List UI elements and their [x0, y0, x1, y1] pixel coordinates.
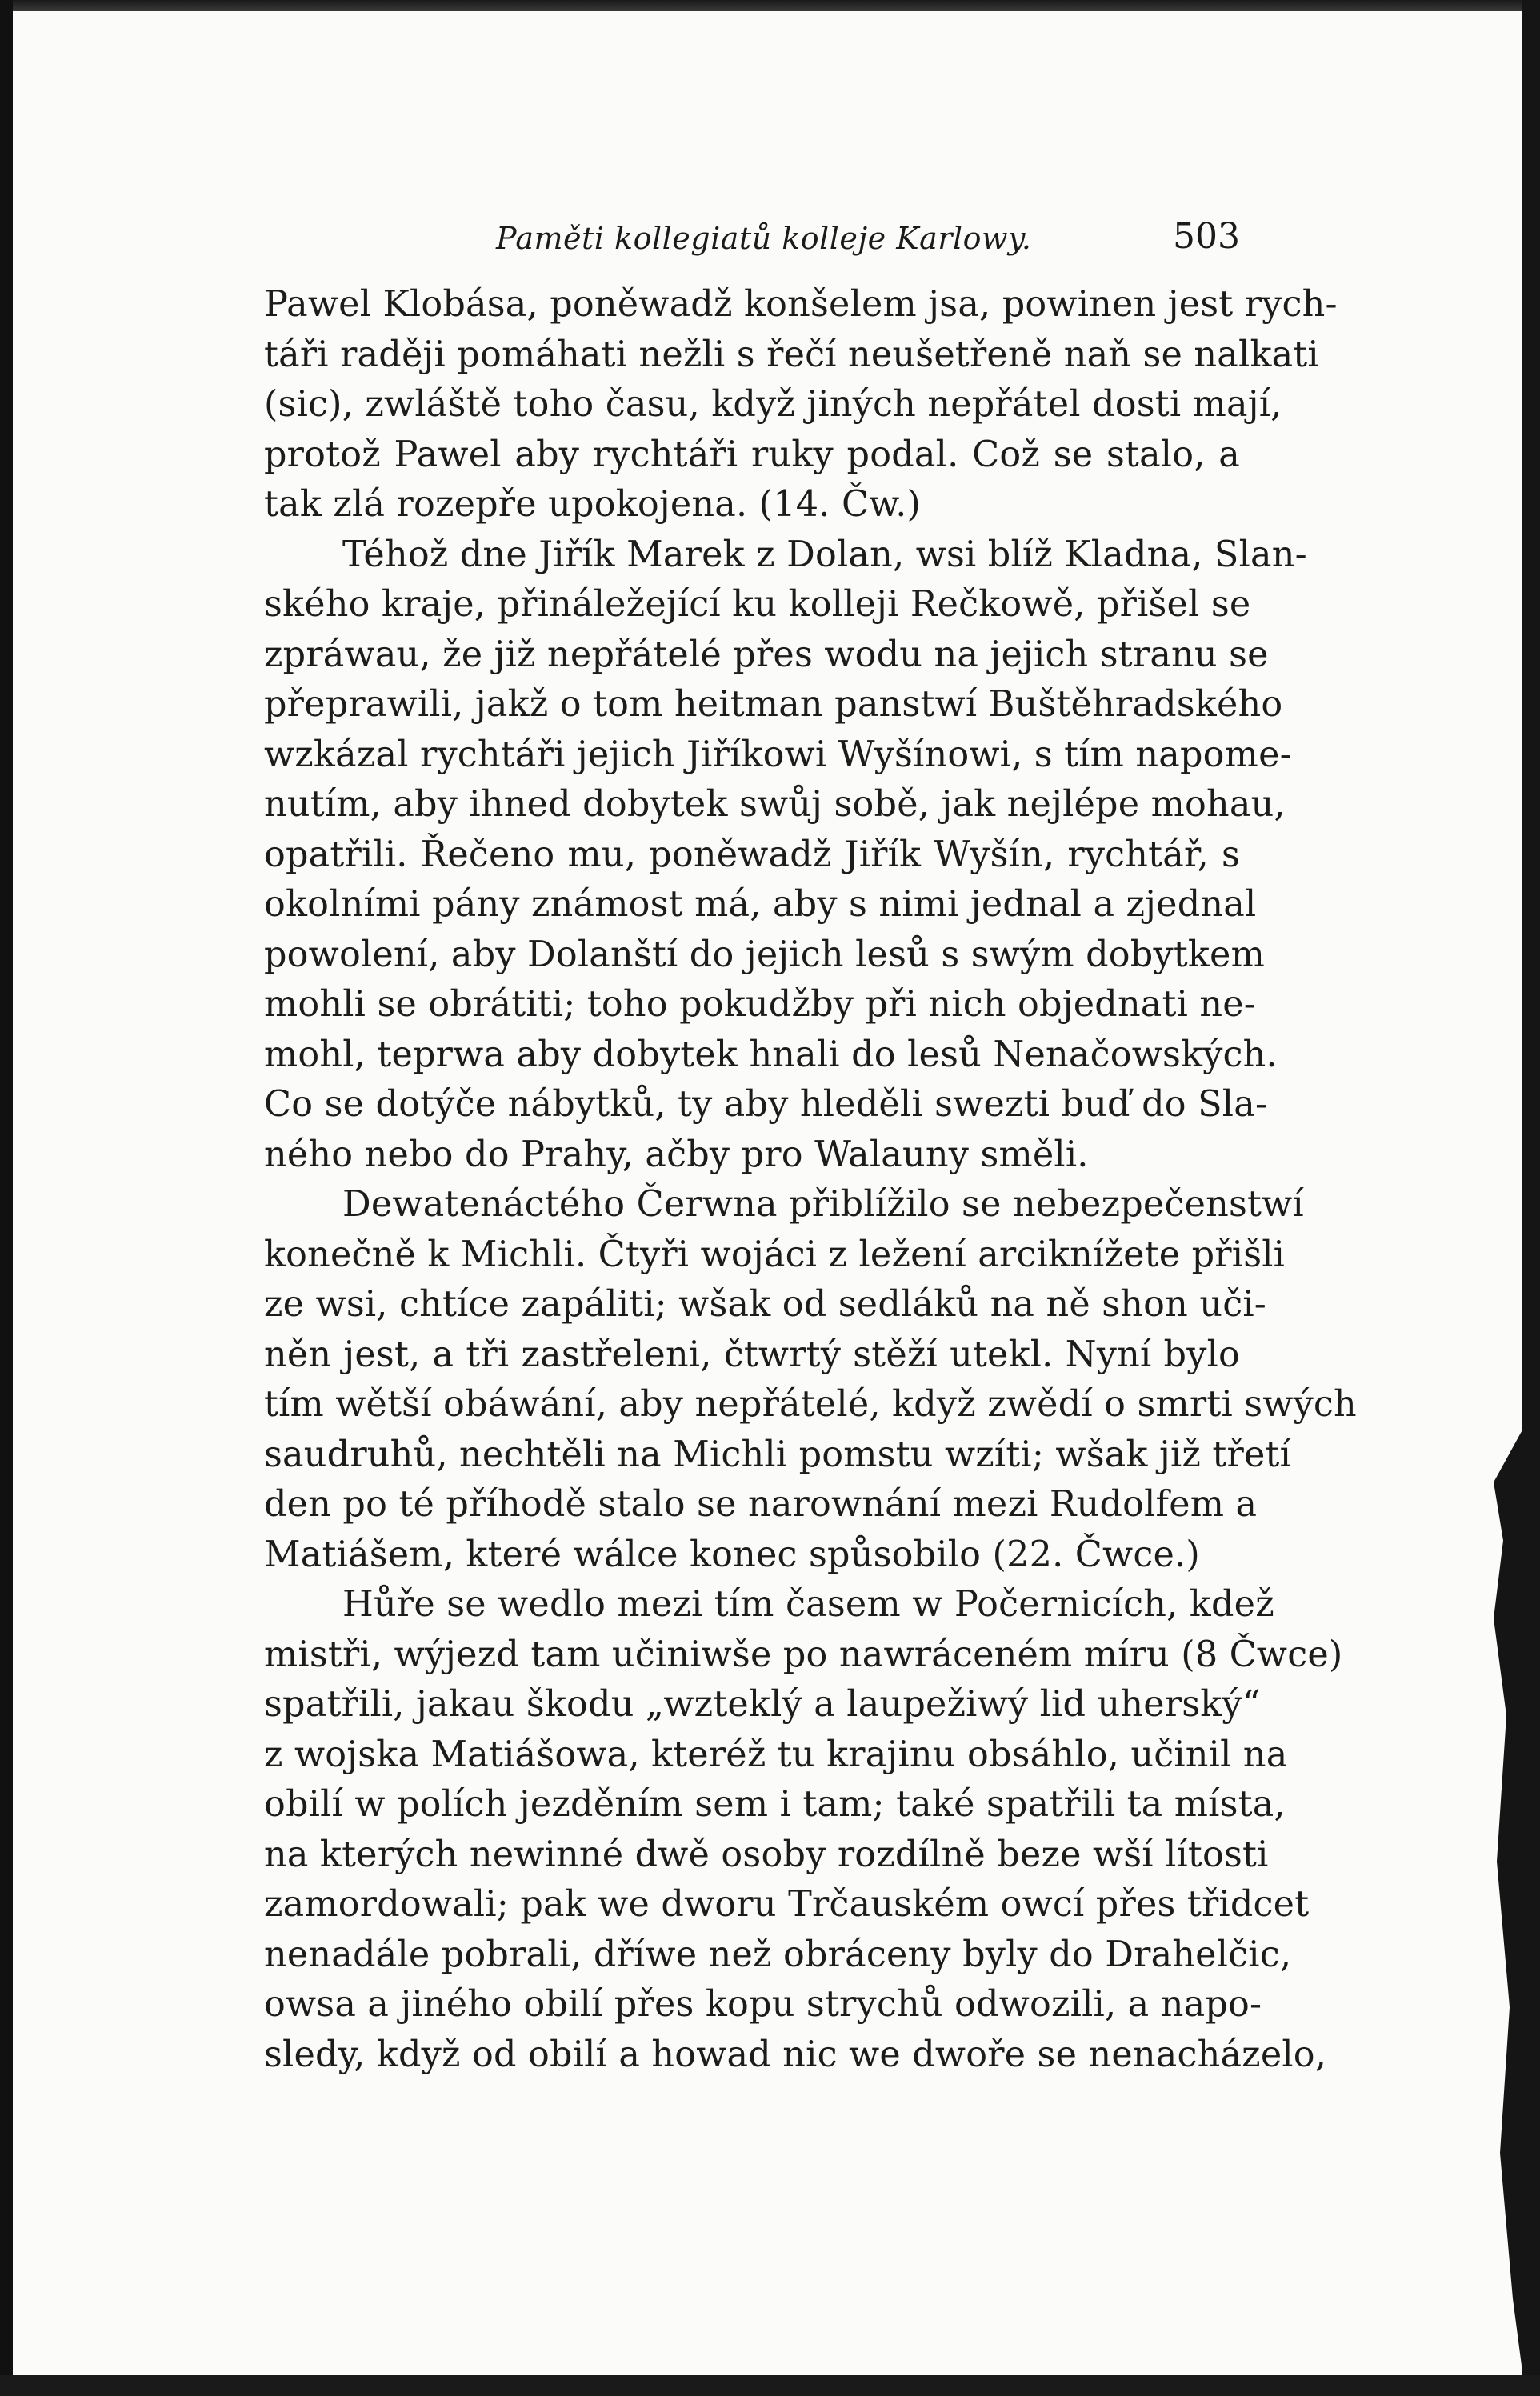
- text-line: táři raději pomáhati nežli s řečí neušetřeně naň se nalkati: [264, 334, 1319, 375]
- scan-edge-torn: [1494, 1424, 1526, 2396]
- text-line: (sic), zwláště toho času, když jiných nepřátel dosti mají,: [264, 384, 1282, 425]
- body-text: [264, 280, 1357, 2080]
- text-line: tak zlá rozepře upokojena. (14. Čw.): [264, 484, 922, 525]
- page-number: 503: [1173, 216, 1240, 257]
- text-line: tím wětší obáwání, aby nepřátelé, když zwědí o smrti swých: [264, 1384, 1357, 1425]
- text-line: zamordowali; pak we dworu Trčauském owcí přes třidcet: [264, 1884, 1310, 1925]
- text-line: opatřili. Řečeno mu, poněwadž Jiřík Wyšín, rychtář, s: [264, 834, 1240, 875]
- text-line: Dewatenáctého Čerwna přiblížilo se nebezpečenstwí: [342, 1184, 1304, 1225]
- text-line: ze wsi, chtíce zapáliti; wšak od sedláků na ně shon uči-: [264, 1284, 1266, 1325]
- text-line: mohli se obrátiti; toho pokudžby při nich objednati ne-: [264, 984, 1257, 1025]
- text-line: Matiášem, které wálce konec spůsobilo (22. Čwce.): [264, 1534, 1200, 1575]
- running-title: Paměti kollegiatů kolleje Karlowy.: [496, 221, 1032, 256]
- running-head: [264, 216, 1240, 264]
- text-line: wzkázal rychtáři jejich Jiříkowi Wyšínowi, s tím napome-: [264, 734, 1292, 775]
- text-line: ského kraje, přináležející ku kolleji Rečkowě, přišel se: [264, 584, 1251, 625]
- text-line: nutím, aby ihned dobytek swůj sobě, jak nejlépe mohau,: [264, 784, 1286, 825]
- text-line: obilí w polích jezděním sem i tam; také spatřili ta místa,: [264, 1784, 1286, 1825]
- scan-edge-left: [0, 0, 13, 2396]
- text-line: spatřili, jakau škodu „wzteklý a laupežiwý lid uherský“: [264, 1684, 1261, 1725]
- text-line: zpráwau, že již nepřátelé přes wodu na jejich stranu se: [264, 634, 1269, 675]
- text-line: sledy, když od obilí a howad nic we dwoře se nenacházelo,: [264, 2034, 1327, 2075]
- text-line: konečně k Michli. Čtyři wojáci z ležení arciknížete přišli: [264, 1234, 1286, 1275]
- text-line: Pawel Klobása, poněwadž konšelem jsa, powinen jest rych-: [264, 284, 1338, 325]
- text-line: přeprawili, jakž o tom heitman panstwí Buštěhradského: [264, 684, 1283, 725]
- text-line: okolními pány známost má, aby s nimi jednal a zjednal: [264, 884, 1257, 925]
- text-line: mistři, wýjezd tam učiniwše po nawráceném míru (8 Čwce): [264, 1634, 1343, 1675]
- text-line: ného nebo do Prahy, ačby pro Walauny směli.: [264, 1134, 1089, 1175]
- text-line: z wojska Matiášowa, kteréž tu krajinu obsáhlo, učinil na: [264, 1734, 1288, 1775]
- text-line: Téhož dne Jiřík Marek z Dolan, wsi blíž Kladna, Slan-: [342, 534, 1307, 575]
- text-line: něn jest, a tři zastřeleni, čtwrtý stěží utekl. Nyní bylo: [264, 1334, 1240, 1375]
- text-line: na kterých newinné dwě osoby rozdílně beze wší lítosti: [264, 1834, 1269, 1875]
- text-line: protož Pawel aby rychtáři ruky podal. Což se stalo, a: [264, 434, 1240, 475]
- text-line: nenadále pobrali, dříwe než obráceny byly do Drahelčic,: [264, 1934, 1292, 1975]
- text-line: Hůře se wedlo mezi tím časem w Počernicích, kdež: [342, 1584, 1274, 1625]
- page-content: [264, 216, 1357, 2080]
- text-line: mohl, teprwa aby dobytek hnali do lesů Nenačowských.: [264, 1034, 1278, 1075]
- scan-edge-top: [0, 0, 1540, 11]
- scan-edge-bottom: [0, 2375, 1540, 2396]
- text-line: owsa a jiného obilí přes kopu strychů odwozili, a napo-: [264, 1984, 1262, 2025]
- text-line: den po té příhodě stalo se narownání mezi Rudolfem a: [264, 1484, 1258, 1525]
- text-line: powolení, aby Dolanští do jejich lesů s swým dobytkem: [264, 934, 1265, 975]
- text-line: Co se dotýče nábytků, ty aby hleděli swezti buď do Sla-: [264, 1084, 1268, 1125]
- text-line: saudruhů, nechtěli na Michli pomstu wzíti; wšak již třetí: [264, 1434, 1291, 1475]
